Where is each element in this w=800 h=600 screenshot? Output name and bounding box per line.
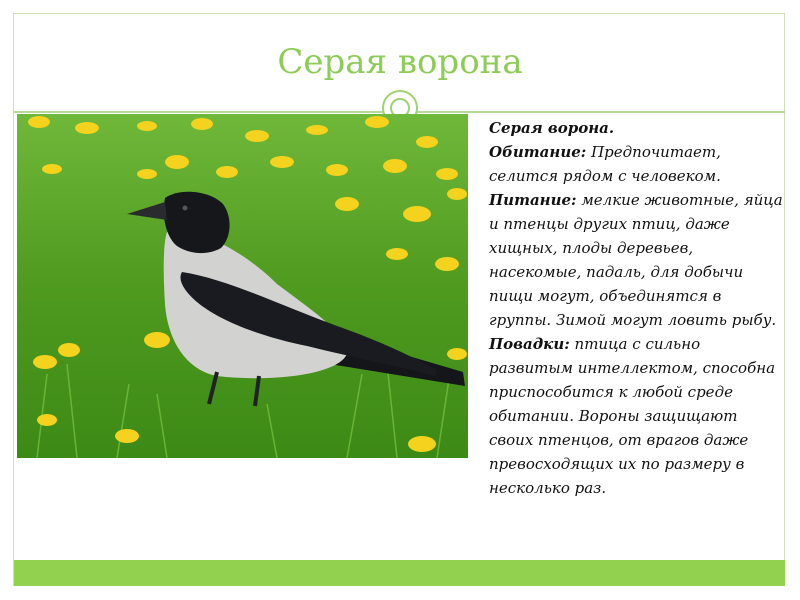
food-text: мелкие животные, яйца и птенцы других птиц, даже хищных, плоды деревьев, насекомые, падаль, для добычи пищи могут, объединятся в группы. Зимой могут ловить рыбу. — [489, 191, 783, 329]
habitat-text: Предпочитает, селится рядом с человеком. — [489, 143, 721, 185]
crow-photo — [17, 114, 468, 458]
food-label: Питание: — [489, 191, 577, 209]
bottom-accent-bar — [14, 560, 785, 586]
habitat-label: Обитание: — [489, 143, 587, 161]
description-text — [489, 116, 785, 500]
habits-label: Повадки: — [489, 335, 570, 353]
habits-text: птица с сильно развитым интеллектом, способна приспособится к любой среде обитании. Вороны защищают своих птенцов, от врагов даже превосходящих их по размеру в несколько раз. — [489, 335, 776, 497]
slide-title: Серая ворона — [277, 42, 523, 82]
species-name: Серая ворона. — [489, 119, 615, 137]
